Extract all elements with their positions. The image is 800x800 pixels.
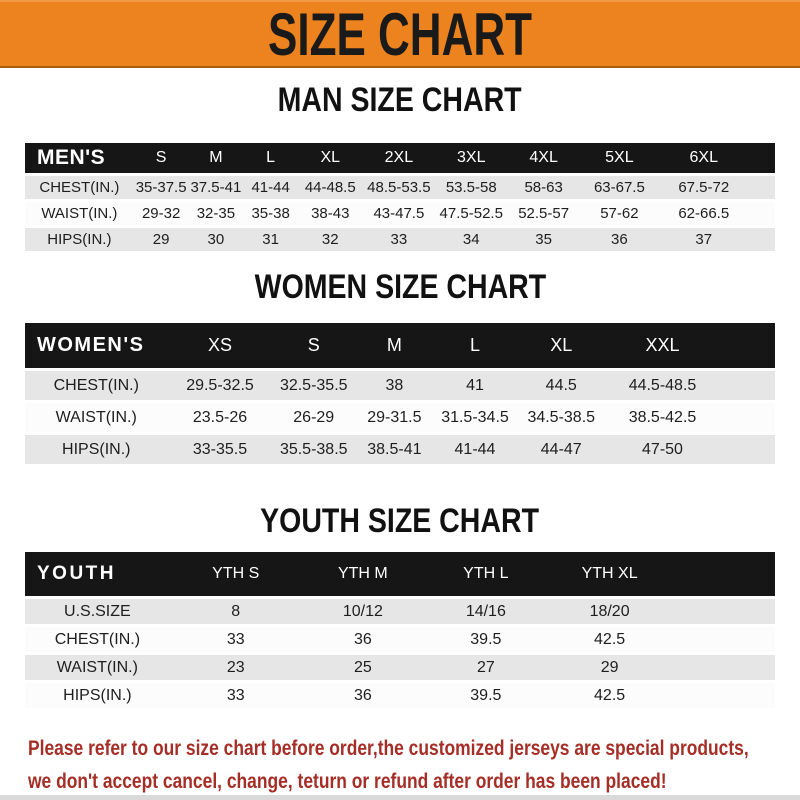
men-size-cell: 58-63 [507,175,580,201]
youth-size-cell: 39.5 [424,682,548,709]
youth-size-cell: 36 [302,682,424,709]
youth-section-heading-text: YOUTH SIZE CHART [260,501,540,540]
men-size-table [25,143,775,251]
banner-title: SIZE CHART [268,0,532,69]
men-row-label: WAIST(IN.) [25,201,134,227]
men-size-cell: 48.5-53.5 [363,175,436,201]
youth-size-cell: 14/16 [424,598,548,626]
men-header-spacer [749,143,775,175]
women-row-label: WAIST(IN.) [25,402,168,434]
men-column-header: S [134,143,189,175]
women-size-cell: 41-44 [434,434,517,465]
youth-row-spacer [671,598,775,626]
men-size-cell: 53.5-58 [435,175,507,201]
youth-size-cell: 8 [170,598,302,626]
size-chart-banner [0,0,800,68]
youth-row-spacer [671,654,775,682]
youth-row-label: U.S.SIZE [25,598,170,626]
women-row-label: CHEST(IN.) [25,370,168,402]
women-section-heading-text: WOMEN SIZE CHART [254,267,546,306]
women-row-spacer [719,434,775,465]
youth-size-cell: 33 [170,682,302,709]
women-size-cell: 32.5-35.5 [273,370,356,402]
youth-size-cell: 25 [302,654,424,682]
youth-size-cell: 27 [424,654,548,682]
men-size-cell: 32-35 [189,201,244,227]
men-column-header: 2XL [363,143,436,175]
men-column-header: 3XL [435,143,507,175]
men-row-spacer [749,175,775,201]
bottom-divider [0,795,800,800]
men-row-spacer [749,227,775,252]
women-size-cell: 35.5-38.5 [273,434,356,465]
youth-size-cell: 36 [302,626,424,654]
youth-size-cell: 42.5 [548,682,672,709]
men-table-row [25,227,775,252]
men-size-cell: 37.5-41 [189,175,244,201]
men-size-cell: 34 [435,227,507,252]
youth-size-table [25,552,775,708]
men-size-cell: 44-48.5 [298,175,363,201]
men-size-cell: 63-67.5 [580,175,659,201]
men-size-cell: 35-38 [243,201,298,227]
youth-size-cell: 18/20 [548,598,672,626]
youth-size-cell: 10/12 [302,598,424,626]
women-column-header: L [434,323,517,370]
women-size-cell: 44-47 [516,434,606,465]
footer-line-2: we don't accept cancel, change, teturn or refund after order has been placed! [28,770,667,793]
men-size-cell: 37 [659,227,749,252]
men-column-header: XL [298,143,363,175]
women-section-heading [0,268,800,309]
men-table-row [25,175,775,201]
men-size-cell: 33 [363,227,436,252]
youth-row-label: HIPS(IN.) [25,682,170,709]
women-size-cell: 34.5-38.5 [516,402,606,434]
youth-row-spacer [671,682,775,709]
women-column-header: S [273,323,356,370]
youth-column-header: YTH S [170,552,302,598]
youth-column-header: YTH L [424,552,548,598]
men-column-header: 6XL [659,143,749,175]
women-row-label: HIPS(IN.) [25,434,168,465]
women-size-cell: 47-50 [606,434,719,465]
women-size-cell: 38.5-42.5 [606,402,719,434]
men-section [0,81,800,251]
men-size-cell: 67.5-72 [659,175,749,201]
men-row-label: HIPS(IN.) [25,227,134,252]
women-column-header: XL [516,323,606,370]
men-size-cell: 47.5-52.5 [435,201,507,227]
footer-disclaimer [0,732,800,798]
youth-section [0,502,800,708]
youth-section-heading [0,502,800,543]
men-table-row [25,201,775,227]
men-column-header: L [243,143,298,175]
youth-row-spacer [671,626,775,654]
women-table-row [25,434,775,465]
women-size-table [25,323,775,464]
youth-size-cell: 29 [548,654,672,682]
youth-size-cell: 23 [170,654,302,682]
men-size-cell: 41-44 [243,175,298,201]
men-section-heading [0,81,800,122]
women-header-spacer [719,323,775,370]
youth-row-label: CHEST(IN.) [25,626,170,654]
men-section-heading-text: MAN SIZE CHART [277,80,523,119]
men-column-header: M [189,143,244,175]
men-size-cell: 30 [189,227,244,252]
size-chart-sections [0,81,800,708]
youth-size-cell: 42.5 [548,626,672,654]
men-row-label: CHEST(IN.) [25,175,134,201]
youth-column-header: YTH XL [548,552,672,598]
men-size-cell: 31 [243,227,298,252]
women-column-header: XXL [606,323,719,370]
men-size-cell: 29-32 [134,201,189,227]
youth-size-cell: 39.5 [424,626,548,654]
men-size-cell: 36 [580,227,659,252]
women-size-cell: 26-29 [273,402,356,434]
men-size-cell: 38-43 [298,201,363,227]
women-size-cell: 23.5-26 [168,402,273,434]
women-size-cell: 38 [355,370,434,402]
youth-table-row [25,598,775,626]
women-column-header: XS [168,323,273,370]
women-size-cell: 29.5-32.5 [168,370,273,402]
men-column-header: 5XL [580,143,659,175]
men-size-cell: 32 [298,227,363,252]
women-size-cell: 44.5-48.5 [606,370,719,402]
men-table-title: MEN'S [25,143,134,175]
men-size-cell: 52.5-57 [507,201,580,227]
youth-row-label: WAIST(IN.) [25,654,170,682]
youth-table-title: YOUTH [25,552,170,598]
women-column-header: M [355,323,434,370]
women-size-cell: 31.5-34.5 [434,402,517,434]
men-size-cell: 57-62 [580,201,659,227]
men-column-header: 4XL [507,143,580,175]
women-table-title: WOMEN'S [25,323,168,370]
women-table-row [25,370,775,402]
footer-line-1: Please refer to our size chart before order,the customized jerseys are special products, [28,737,749,760]
men-size-cell: 43-47.5 [363,201,436,227]
men-size-cell: 35 [507,227,580,252]
women-size-cell: 29-31.5 [355,402,434,434]
youth-table-row [25,626,775,654]
men-size-cell: 62-66.5 [659,201,749,227]
women-table-row [25,402,775,434]
men-size-cell: 35-37.5 [134,175,189,201]
women-size-cell: 33-35.5 [168,434,273,465]
women-size-cell: 41 [434,370,517,402]
youth-table-row [25,654,775,682]
youth-table-row [25,682,775,709]
youth-size-cell: 33 [170,626,302,654]
youth-header-spacer [671,552,775,598]
women-size-cell: 38.5-41 [355,434,434,465]
women-section [0,268,800,464]
men-size-cell: 29 [134,227,189,252]
men-row-spacer [749,201,775,227]
women-row-spacer [719,370,775,402]
women-size-cell: 44.5 [516,370,606,402]
youth-column-header: YTH M [302,552,424,598]
women-row-spacer [719,402,775,434]
